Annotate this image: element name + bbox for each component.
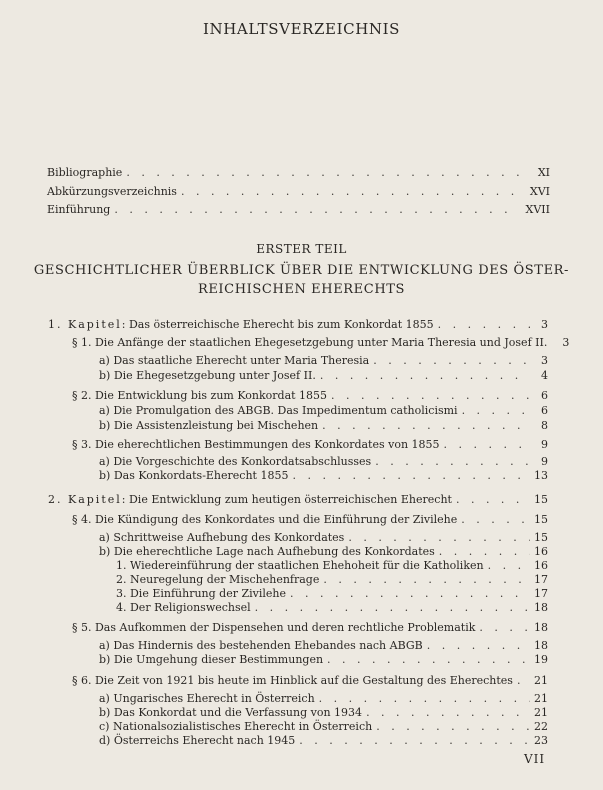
- entry-page: 21: [534, 706, 548, 719]
- entry-page: 15: [534, 531, 548, 544]
- entry-label: 2. Neuregelung der Mischehenfrage: [116, 573, 320, 586]
- toc-entry-chapter-2[interactable]: [48, 493, 548, 507]
- leader-dots: [461, 513, 530, 527]
- toc-entry-section-2[interactable]: [72, 389, 548, 403]
- leader-dots: [255, 601, 530, 615]
- entry-label: b) Die Assistenzleistung bei Mischehen: [99, 419, 319, 432]
- part-name: ERSTER TEIL: [256, 242, 347, 256]
- entry-label: § 5. Das Aufkommen der Dispensehen und deren rechtliche Problematik: [72, 621, 476, 634]
- entry-label: Abkürzungsverzeichnis: [47, 185, 177, 198]
- leader-dots: [299, 734, 530, 748]
- leader-dots: [375, 455, 530, 469]
- leader-dots: [427, 639, 530, 653]
- entry-page: 9: [541, 455, 548, 468]
- leader-dots: [126, 166, 520, 180]
- toc-entry-section-4[interactable]: [72, 513, 548, 527]
- leader-dots: [488, 559, 530, 573]
- entry-label: d) Österreichs Eherecht nach 1945: [99, 734, 296, 747]
- entry-page: 3: [562, 336, 570, 349]
- toc-entry-4b[interactable]: [99, 545, 548, 559]
- entry-page: 16: [534, 545, 548, 558]
- entry-label: a) Die Promulgation des ABGB. Das Impedimentum catholicismi: [99, 404, 458, 417]
- chapter-title: : Das österreichische Eherecht bis zum Konkordat 1855: [121, 318, 434, 331]
- entry-label: a) Das staatliche Eherecht unter Maria Theresia: [99, 354, 370, 367]
- entry-page: 21: [534, 674, 548, 687]
- toc-entry-bibliographie[interactable]: [47, 166, 550, 180]
- leader-dots: [181, 185, 520, 199]
- leader-dots: [348, 531, 530, 545]
- entry-page: 3: [541, 318, 548, 331]
- leader-dots: [456, 493, 530, 507]
- entry-label: § 6. Die Zeit von 1921 bis heute im Hinblick auf die Gestaltung des Eherechtes: [72, 674, 513, 687]
- toc-entry-section-5[interactable]: [72, 621, 548, 635]
- leader-dots: [479, 621, 530, 635]
- entry-page: 21: [534, 692, 548, 705]
- toc-entry-5b[interactable]: [99, 653, 548, 667]
- entry-page: 4: [541, 369, 548, 382]
- entry-page: 6: [541, 389, 548, 402]
- entry-label: a) Schrittweise Aufhebung des Konkordates: [99, 531, 345, 544]
- toc-entry-4b-2[interactable]: [116, 573, 548, 587]
- toc-entry-abkuerzungsverzeichnis[interactable]: [47, 185, 550, 199]
- entry-label: b) Die Ehegesetzgebung unter Josef II.: [99, 369, 316, 382]
- toc-entry-chapter-1[interactable]: [48, 318, 548, 332]
- leader-dots: [292, 469, 530, 483]
- toc-entry-2a[interactable]: [99, 404, 548, 418]
- chapter-prefix: 1. Kapitel: [48, 318, 122, 331]
- entry-label: a) Die Vorgeschichte des Konkordatsabschlusses: [99, 455, 372, 468]
- entry-page: 15: [534, 493, 548, 506]
- entry-page: 23: [534, 734, 548, 747]
- entry-page: 18: [534, 639, 548, 652]
- toc-entry-6d[interactable]: [99, 734, 548, 748]
- entry-label: Bibliographie: [47, 166, 123, 179]
- entry-page: 13: [534, 469, 548, 482]
- entry-label: Einführung: [47, 203, 111, 216]
- toc-entry-section-1[interactable]: [72, 336, 570, 350]
- entry-label: b) Die eherechtliche Lage nach Aufhebung des Konkordates: [99, 545, 435, 558]
- toc-entry-1b[interactable]: [99, 369, 548, 383]
- toc-entry-6a[interactable]: [99, 692, 548, 706]
- entry-page: 15: [534, 513, 548, 526]
- part-title-line-2: REICHISCHEN EHERECHTS: [197, 282, 406, 297]
- leader-dots: [444, 438, 530, 452]
- part-title-line-1: GESCHICHTLICHER ÜBERBLICK ÜBER DIE ENTWICKLUNG DES ÖSTER-: [33, 263, 570, 278]
- leader-dots: [327, 653, 530, 667]
- toc-entry-5a[interactable]: [99, 639, 548, 653]
- toc-entry-4a[interactable]: [99, 531, 548, 545]
- entry-label: § 1. Die Anfänge der staatlichen Ehegesetzgebung unter Maria Theresia und Josef II.: [72, 336, 548, 349]
- entry-label: b) Das Konkordat und die Verfassung von 1934: [99, 706, 363, 719]
- entry-label: § 2. Die Entwicklung bis zum Konkordat 1855: [72, 389, 328, 402]
- page-number: VII: [524, 752, 546, 766]
- leader-dots: [322, 419, 530, 433]
- entry-label: b) Das Konkordats-Eherecht 1855: [99, 469, 289, 482]
- entry-page: XVI: [529, 185, 550, 198]
- entry-page: 9: [541, 438, 548, 451]
- toc-entry-3a[interactable]: [99, 455, 548, 469]
- toc-entry-1a[interactable]: [99, 354, 548, 368]
- entry-label: [48, 318, 434, 332]
- toc-entry-3b[interactable]: [99, 469, 548, 483]
- leader-dots: [331, 389, 530, 403]
- entry-page: 6: [541, 404, 548, 417]
- entry-page: 18: [534, 601, 548, 614]
- entry-page: 22: [534, 720, 548, 733]
- entry-page: 16: [534, 559, 548, 572]
- entry-label: § 4. Die Kündigung des Konkordates und die Einführung der Zivilehe: [72, 513, 458, 526]
- leader-dots: [320, 369, 530, 383]
- entry-page: 8: [541, 419, 548, 432]
- leader-dots: [517, 674, 530, 688]
- entry-label: 1. Wiedereinführung der staatlichen Ehehoheit für die Katholiken: [116, 559, 484, 572]
- toc-entry-6b[interactable]: [99, 706, 548, 720]
- leader-dots: [439, 545, 530, 559]
- entry-page: XI: [537, 166, 550, 179]
- leader-dots: [366, 706, 530, 720]
- page-title: INHALTSVERZEICHNIS: [202, 20, 401, 38]
- leader-dots: [373, 354, 530, 368]
- entry-label: 4. Der Religionswechsel: [116, 601, 251, 614]
- leader-dots: [462, 404, 530, 418]
- leader-dots: [290, 587, 530, 601]
- entry-page: 17: [534, 587, 548, 600]
- entry-page: 17: [534, 573, 548, 586]
- leader-dots: [438, 318, 530, 332]
- entry-label: 3. Die Einführung der Zivilehe: [116, 587, 286, 600]
- leader-dots: [319, 692, 530, 706]
- entry-label: [48, 493, 452, 507]
- entry-label: b) Die Umgehung dieser Bestimmungen: [99, 653, 324, 666]
- chapter-prefix: 2. Kapitel: [48, 493, 122, 506]
- toc-entry-4b-1[interactable]: [116, 559, 548, 573]
- toc-entry-4b-4[interactable]: [116, 601, 548, 615]
- toc-entry-2b[interactable]: [99, 419, 548, 433]
- entry-page: 3: [541, 354, 548, 367]
- entry-label: a) Ungarisches Eherecht in Österreich: [99, 692, 315, 705]
- toc-entry-einfuehrung[interactable]: [47, 203, 550, 217]
- toc-entry-section-6[interactable]: [72, 674, 548, 688]
- toc-entry-4b-3[interactable]: [116, 587, 548, 601]
- leader-dots: [114, 203, 520, 217]
- entry-label: c) Nationalsozialistisches Eherecht in Österreich: [99, 720, 373, 733]
- toc-entry-6c[interactable]: [99, 720, 548, 734]
- leader-dots: [323, 573, 530, 587]
- entry-page: 19: [534, 653, 548, 666]
- entry-label: § 3. Die eherechtlichen Bestimmungen des Konkordates von 1855: [72, 438, 440, 451]
- entry-label: a) Das Hindernis des bestehenden Ehebandes nach ABGB: [99, 639, 423, 652]
- entry-page: 18: [534, 621, 548, 634]
- entry-page: XVII: [525, 203, 550, 216]
- toc-entry-section-3[interactable]: [72, 438, 548, 452]
- leader-dots: [376, 720, 530, 734]
- chapter-title: : Die Entwicklung zum heutigen österreichischen Eherecht: [121, 493, 452, 506]
